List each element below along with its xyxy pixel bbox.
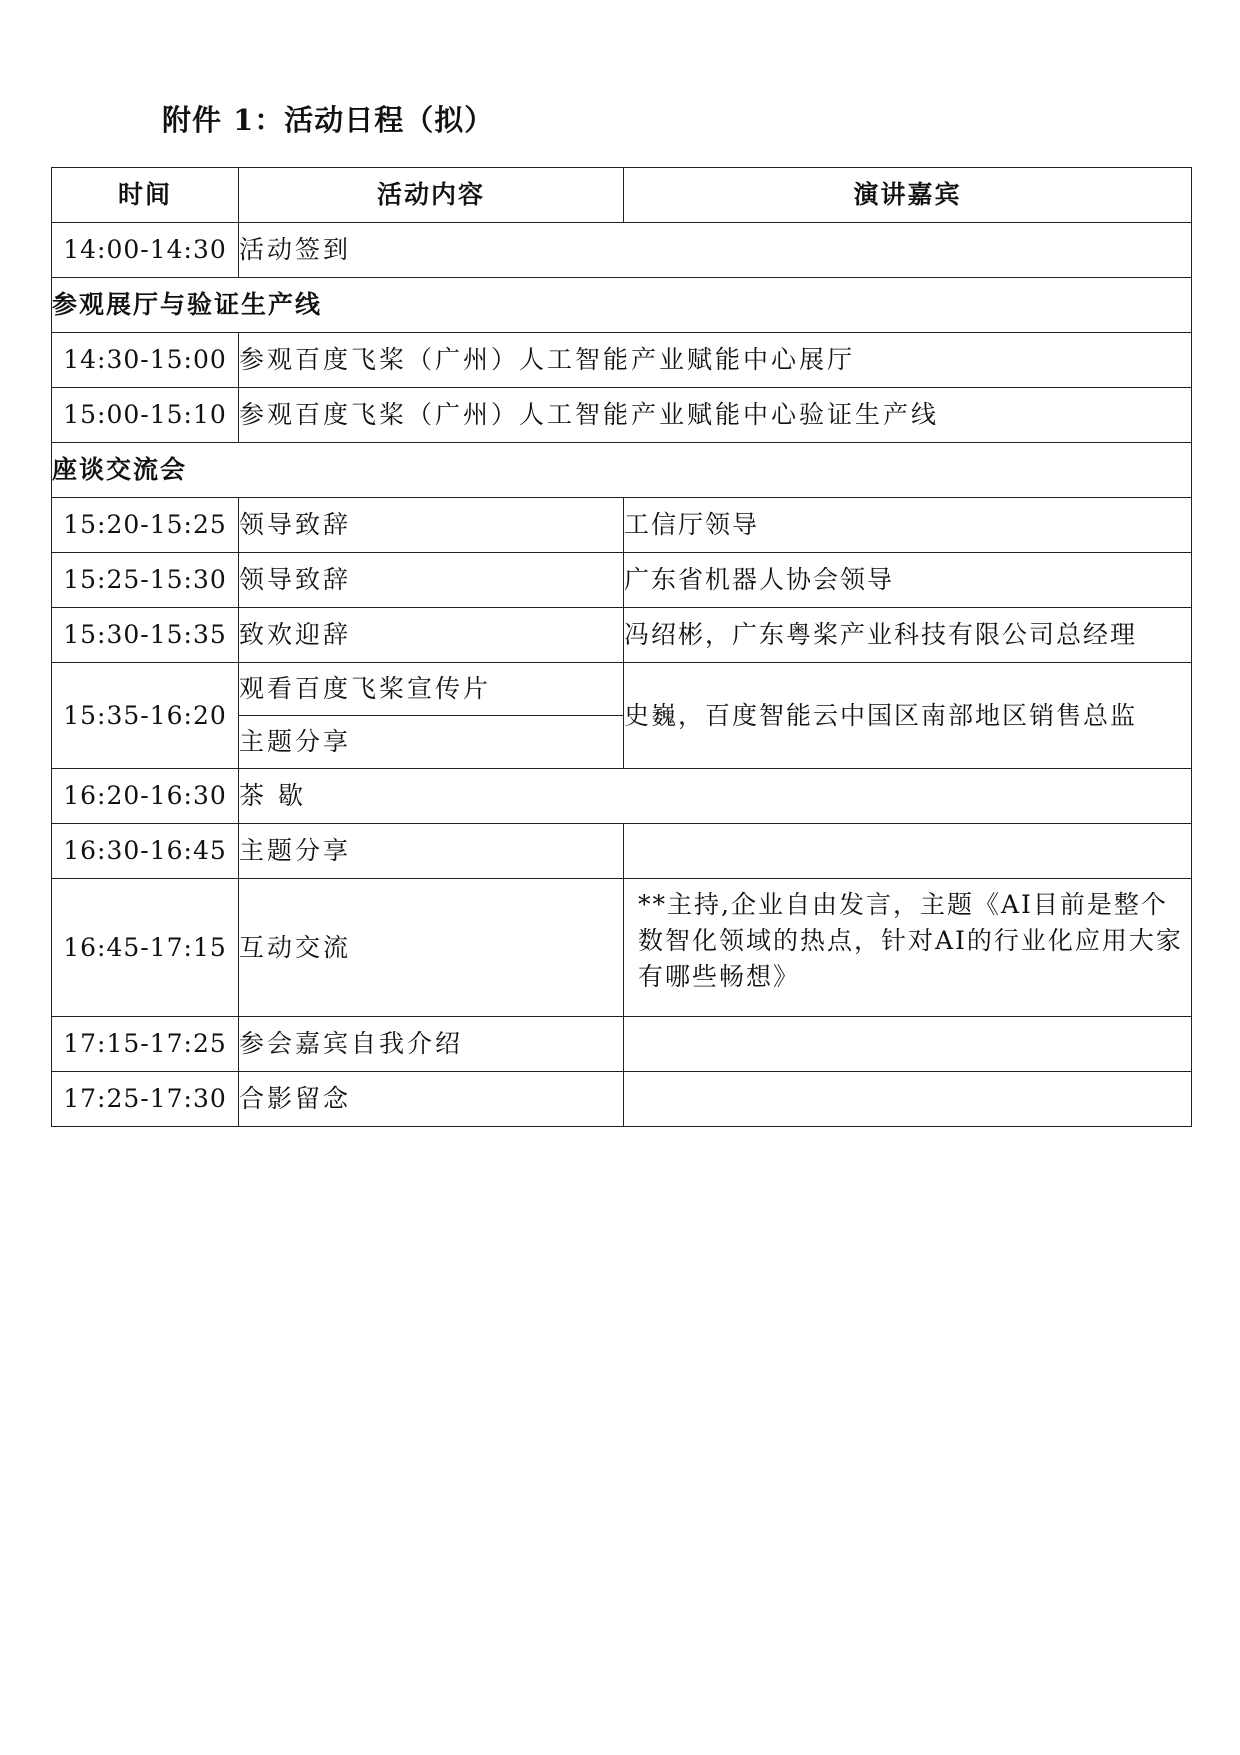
time-cell: 17:15-17:25 — [52, 1017, 239, 1072]
speaker-cell: 广东省机器人协会领导 — [624, 553, 1192, 608]
activity-cell: 领导致辞 — [239, 498, 624, 553]
table-row — [52, 879, 1192, 1017]
table-row — [52, 388, 1192, 443]
time-cell: 15:30-15:35 — [52, 608, 239, 663]
time-cell: 16:30-16:45 — [52, 824, 239, 879]
table-row — [52, 553, 1192, 608]
speaker-cell — [624, 824, 1192, 879]
speaker-cell: 冯绍彬，广东粤桨产业科技有限公司总经理 — [624, 608, 1192, 663]
activity-cell: 参观百度飞桨（广州）人工智能产业赋能中心展厅 — [239, 333, 1192, 388]
section-row — [52, 278, 1192, 333]
activity-cell: 活动签到 — [239, 223, 1192, 278]
activity-cell: 互动交流 — [239, 879, 624, 1017]
table-row — [52, 608, 1192, 663]
header-speaker: 演讲嘉宾 — [624, 168, 1192, 223]
table-row — [52, 663, 1192, 716]
table-row — [52, 498, 1192, 553]
time-cell: 16:45-17:15 — [52, 879, 239, 1017]
table-row — [52, 824, 1192, 879]
time-cell: 16:20-16:30 — [52, 769, 239, 824]
time-cell: 14:00-14:30 — [52, 223, 239, 278]
activity-cell: 参观百度飞桨（广州）人工智能产业赋能中心验证生产线 — [239, 388, 1192, 443]
speaker-cell: 工信厅领导 — [624, 498, 1192, 553]
activity-cell: 茶 歇 — [239, 769, 1192, 824]
schedule-table — [51, 167, 1192, 1127]
section-title: 座谈交流会 — [52, 443, 1192, 498]
time-cell: 15:35-16:20 — [52, 663, 239, 769]
section-row — [52, 443, 1192, 498]
time-cell: 15:00-15:10 — [52, 388, 239, 443]
speaker-cell — [624, 1072, 1192, 1127]
table-row — [52, 769, 1192, 824]
activity-cell: 合影留念 — [239, 1072, 624, 1127]
activity-cell: 主题分享 — [239, 824, 624, 879]
section-title: 参观展厅与验证生产线 — [52, 278, 1192, 333]
header-time: 时间 — [52, 168, 239, 223]
table-row — [52, 333, 1192, 388]
table-row — [52, 1017, 1192, 1072]
document-title: 附件 1：活动日程（拟） — [162, 103, 495, 137]
activity-cell: 领导致辞 — [239, 553, 624, 608]
time-cell: 17:25-17:30 — [52, 1072, 239, 1127]
activity-cell: 观看百度飞桨宣传片 — [239, 663, 624, 716]
time-cell: 15:25-15:30 — [52, 553, 239, 608]
header-activity: 活动内容 — [239, 168, 624, 223]
table-header-row — [52, 168, 1192, 223]
table-row — [52, 1072, 1192, 1127]
speaker-cell: **主持,企业自由发言，主题《AI目前是整个数智化领域的热点，针对AI的行业化应用大家有哪些畅想》 — [624, 879, 1192, 1017]
time-cell: 14:30-15:00 — [52, 333, 239, 388]
activity-cell: 主题分享 — [239, 716, 624, 769]
time-cell: 15:20-15:25 — [52, 498, 239, 553]
speaker-cell: 史巍，百度智能云中国区南部地区销售总监 — [624, 663, 1192, 769]
table-row — [52, 223, 1192, 278]
activity-cell: 致欢迎辞 — [239, 608, 624, 663]
activity-cell: 参会嘉宾自我介绍 — [239, 1017, 624, 1072]
speaker-cell — [624, 1017, 1192, 1072]
